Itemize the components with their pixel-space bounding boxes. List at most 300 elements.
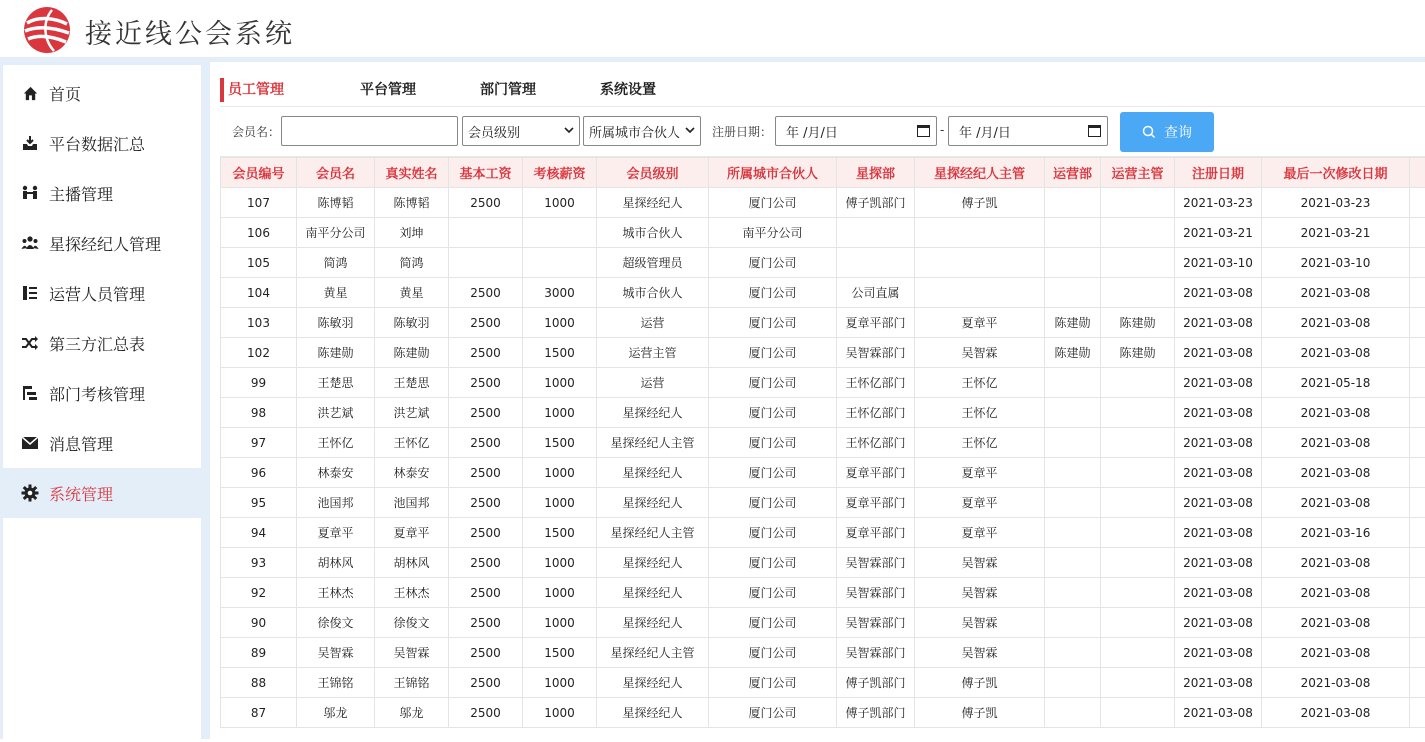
table-cell: 厦门公司 [709, 488, 837, 518]
table-cell: 104 [221, 278, 297, 308]
table-cell: 王怀亿部门 [837, 428, 915, 458]
table-cell: 2021-03-08 [1262, 578, 1410, 608]
table-cell: 池国邦 [297, 488, 375, 518]
reg-date-from-input[interactable] [775, 116, 937, 146]
table-cell: 吴智霖部门 [837, 608, 915, 638]
table-cell-spacer [1410, 188, 1425, 218]
table-cell: 2021-03-08 [1262, 308, 1410, 338]
table-cell: 2021-03-08 [1262, 278, 1410, 308]
table-cell: 王林杰 [297, 578, 375, 608]
table-cell: 2500 [449, 458, 523, 488]
table-cell: 2021-03-08 [1262, 548, 1410, 578]
hierarchy-icon [21, 384, 39, 402]
table-cell: 2500 [449, 338, 523, 368]
table-cell [1101, 428, 1175, 458]
table-cell: 107 [221, 188, 297, 218]
table-cell: 2021-03-21 [1175, 218, 1262, 248]
list-icon [21, 284, 39, 302]
table-cell: 87 [221, 698, 297, 728]
table-cell [1045, 428, 1101, 458]
table-cell: 陈建勋 [1045, 308, 1101, 338]
table-cell: 2021-03-08 [1175, 488, 1262, 518]
table-cell: 夏章平部门 [837, 488, 915, 518]
table-cell-spacer [1410, 458, 1425, 488]
table-cell: 王锦铭 [297, 668, 375, 698]
table-cell: 1500 [523, 638, 597, 668]
table-cell: 星探经纪人 [597, 398, 709, 428]
table-cell-spacer [1410, 698, 1425, 728]
shuffle-icon [21, 334, 39, 352]
table-cell: 王楚思 [375, 368, 449, 398]
table-cell: 厦门公司 [709, 338, 837, 368]
column-header[interactable]: 星探部 [837, 158, 915, 188]
table-cell: 99 [221, 368, 297, 398]
table-cell [1101, 368, 1175, 398]
table-cell: 2500 [449, 668, 523, 698]
table-cell: 1000 [523, 398, 597, 428]
table-cell-spacer [1410, 428, 1425, 458]
tab-bar [220, 78, 1425, 104]
table-cell: 陈建勋 [1045, 338, 1101, 368]
table-cell: 98 [221, 398, 297, 428]
table-cell: 运营 [597, 368, 709, 398]
table-cell: 超级管理员 [597, 248, 709, 278]
table-cell: 厦门公司 [709, 368, 837, 398]
table-cell: 2500 [449, 698, 523, 728]
table-cell: 厦门公司 [709, 308, 837, 338]
table-cell: 陈敏羽 [375, 308, 449, 338]
table-cell [915, 278, 1045, 308]
table-cell: 林泰安 [297, 458, 375, 488]
table-cell [1045, 398, 1101, 428]
table-cell: 陈建勋 [1101, 338, 1175, 368]
tab-0[interactable]: 员工管理 [220, 78, 284, 102]
filter-bar [220, 106, 1425, 156]
table-cell: 2021-03-08 [1175, 428, 1262, 458]
sidebar-item-2[interactable] [3, 168, 201, 218]
table-cell: 厦门公司 [709, 608, 837, 638]
table-cell-spacer [1410, 608, 1425, 638]
table-cell: 2500 [449, 578, 523, 608]
table-cell [1101, 548, 1175, 578]
table-cell-spacer [1410, 338, 1425, 368]
table-cell: 简鸿 [297, 248, 375, 278]
table-cell: 2021-03-10 [1262, 248, 1410, 278]
sidebar-item-label: 主播管理 [49, 182, 113, 205]
table-cell [1045, 248, 1101, 278]
table-cell [1101, 188, 1175, 218]
table-cell-spacer [1410, 248, 1425, 278]
table-cell: 106 [221, 218, 297, 248]
table-cell: 傅子凯 [915, 668, 1045, 698]
table-cell: 夏章平 [915, 488, 1045, 518]
table-cell: 吴智霖部门 [837, 638, 915, 668]
table-cell: 王怀亿 [915, 428, 1045, 458]
table-row[interactable] [221, 668, 1425, 698]
table-cell: 1000 [523, 308, 597, 338]
table-row[interactable] [221, 338, 1425, 368]
table-cell [1045, 548, 1101, 578]
table-cell [915, 218, 1045, 248]
table-cell: 2021-03-08 [1175, 308, 1262, 338]
column-header-spacer [1410, 158, 1425, 188]
table-cell [449, 248, 523, 278]
member-level-select[interactable] [462, 116, 580, 146]
table-cell: 1000 [523, 188, 597, 218]
table-cell: 吴智霖部门 [837, 578, 915, 608]
sidebar-item-0[interactable] [3, 68, 201, 118]
table-cell [1045, 278, 1101, 308]
table-cell: 2021-03-08 [1175, 398, 1262, 428]
table-cell: 夏章平 [915, 518, 1045, 548]
table-cell: 星探经纪人主管 [597, 518, 709, 548]
reg-date-label: 注册日期： [712, 123, 772, 140]
table-cell: 2021-03-08 [1262, 488, 1410, 518]
table-cell: 2021-03-10 [1175, 248, 1262, 278]
table-cell: 吴智霖 [915, 578, 1045, 608]
table-cell: 王怀亿 [915, 398, 1045, 428]
table-cell [1045, 368, 1101, 398]
table-cell [1101, 398, 1175, 428]
sidebar-item-7[interactable] [3, 418, 201, 468]
table-cell: 2500 [449, 638, 523, 668]
table-cell: 王怀亿 [915, 368, 1045, 398]
table-cell: 2021-03-08 [1175, 608, 1262, 638]
table-cell: 2021-03-16 [1262, 518, 1410, 548]
table-cell [1101, 218, 1175, 248]
table-row[interactable] [221, 428, 1425, 458]
tab-3[interactable]: 系统设置 [600, 78, 656, 102]
table-row[interactable] [221, 248, 1425, 278]
table-cell: 2021-03-08 [1262, 398, 1410, 428]
table-cell-spacer [1410, 308, 1425, 338]
chevron-down-icon [564, 125, 574, 135]
table-cell: 傅子凯部门 [837, 668, 915, 698]
column-header[interactable]: 会员名 [297, 158, 375, 188]
table-cell: 陈建勋 [1101, 308, 1175, 338]
table-cell: 2021-03-08 [1262, 668, 1410, 698]
table-cell: 夏章平 [297, 518, 375, 548]
gear-icon [21, 484, 39, 502]
member-name-input[interactable] [281, 116, 458, 146]
table-cell: 88 [221, 668, 297, 698]
table-cell: 2500 [449, 368, 523, 398]
table-cell: 王林杰 [375, 578, 449, 608]
table-cell [523, 218, 597, 248]
reg-date-to-value: 年 /月/日 [959, 122, 1011, 141]
table-row[interactable] [221, 368, 1425, 398]
table-cell-spacer [1410, 368, 1425, 398]
query-button[interactable] [1120, 112, 1214, 152]
table-cell-spacer [1410, 668, 1425, 698]
table-cell [1101, 278, 1175, 308]
table-cell: 夏章平 [915, 308, 1045, 338]
group-icon [21, 234, 39, 252]
sidebar-item-3[interactable] [3, 218, 201, 268]
table-cell: 1500 [523, 428, 597, 458]
table-cell: 王怀亿部门 [837, 398, 915, 428]
table-cell [1045, 188, 1101, 218]
table-cell [1101, 248, 1175, 278]
table-cell: 邬龙 [297, 698, 375, 728]
table-cell: 3000 [523, 278, 597, 308]
table-cell: 2021-03-08 [1262, 638, 1410, 668]
table-cell: 2021-03-08 [1175, 338, 1262, 368]
table-row[interactable] [221, 218, 1425, 248]
home-icon [21, 84, 39, 102]
table-cell-spacer [1410, 278, 1425, 308]
column-header[interactable]: 真实姓名 [375, 158, 449, 188]
table-cell: 南平分公司 [297, 218, 375, 248]
table-cell: 陈建勋 [297, 338, 375, 368]
table-cell: 厦门公司 [709, 458, 837, 488]
column-header[interactable]: 星探经纪人主管 [915, 158, 1045, 188]
column-header[interactable]: 考核薪资 [523, 158, 597, 188]
users-meeting-icon [21, 184, 39, 202]
table-cell: 夏章平 [375, 518, 449, 548]
table-cell: 徐俊文 [297, 608, 375, 638]
sidebar-item-5[interactable] [3, 318, 201, 368]
table-cell: 1000 [523, 548, 597, 578]
table-cell: 2021-05-18 [1262, 368, 1410, 398]
table-row[interactable] [221, 578, 1425, 608]
table-row[interactable] [221, 638, 1425, 668]
sidebar-item-8[interactable] [3, 468, 201, 518]
column-header[interactable]: 会员级别 [597, 158, 709, 188]
table-cell: 陈博韬 [297, 188, 375, 218]
table-row[interactable] [221, 548, 1425, 578]
table-cell: 2021-03-23 [1262, 188, 1410, 218]
table-cell: 池国邦 [375, 488, 449, 518]
sidebar-nav [3, 65, 201, 742]
table-cell: 简鸿 [375, 248, 449, 278]
table-cell: 刘坤 [375, 218, 449, 248]
table-cell-spacer [1410, 518, 1425, 548]
column-header[interactable]: 所属城市合伙人 [709, 158, 837, 188]
table-cell: 2021-03-08 [1262, 428, 1410, 458]
table-cell: 2021-03-23 [1175, 188, 1262, 218]
table-cell: 1000 [523, 608, 597, 638]
tab-2[interactable]: 部门管理 [480, 78, 536, 102]
column-header[interactable]: 会员编号 [221, 158, 297, 188]
column-header[interactable]: 运营主管 [1101, 158, 1175, 188]
table-cell: 93 [221, 548, 297, 578]
table-row[interactable] [221, 608, 1425, 638]
sidebar-item-4[interactable] [3, 268, 201, 318]
table-cell-spacer [1410, 398, 1425, 428]
table-cell [1045, 668, 1101, 698]
table-row[interactable] [221, 188, 1425, 218]
sidebar-item-label: 系统管理 [49, 482, 113, 505]
table-cell [1101, 698, 1175, 728]
table-cell: 2021-03-08 [1262, 698, 1410, 728]
sidebar-item-label: 消息管理 [49, 432, 113, 455]
table-cell: 2021-03-08 [1175, 518, 1262, 548]
sidebar [0, 62, 210, 739]
table-cell: 95 [221, 488, 297, 518]
app-title: 接近线公会系统 [85, 12, 295, 51]
table-cell: 厦门公司 [709, 518, 837, 548]
main-content [210, 62, 1425, 739]
table-cell: 厦门公司 [709, 428, 837, 458]
table-cell: 吴智霖部门 [837, 338, 915, 368]
table-cell: 厦门公司 [709, 668, 837, 698]
table-cell: 2500 [449, 518, 523, 548]
table-cell [1045, 518, 1101, 548]
table-cell: 2021-03-08 [1262, 338, 1410, 368]
table-cell: 2021-03-21 [1262, 218, 1410, 248]
table-cell: 傅子凯 [915, 698, 1045, 728]
table-cell: 王楚思 [297, 368, 375, 398]
table-cell [1045, 698, 1101, 728]
envelope-icon [21, 434, 39, 452]
table-cell: 星探经纪人主管 [597, 428, 709, 458]
table-cell: 星探经纪人 [597, 548, 709, 578]
table-cell: 2021-03-08 [1175, 548, 1262, 578]
table-cell: 胡林风 [375, 548, 449, 578]
table-cell: 吴智霖 [915, 638, 1045, 668]
table-cell: 黄星 [375, 278, 449, 308]
table-row[interactable] [221, 518, 1425, 548]
table-cell: 城市合伙人 [597, 218, 709, 248]
table-cell: 陈敏羽 [297, 308, 375, 338]
table-cell [1101, 578, 1175, 608]
sidebar-item-label: 运营人员管理 [49, 282, 145, 305]
table-cell: 星探经纪人 [597, 668, 709, 698]
sidebar-item-label: 部门考核管理 [49, 382, 145, 405]
column-header[interactable]: 最后一次修改日期 [1262, 158, 1410, 188]
table-cell: 105 [221, 248, 297, 278]
table-cell [1101, 458, 1175, 488]
table-row[interactable] [221, 488, 1425, 518]
table-cell: 厦门公司 [709, 548, 837, 578]
guild-logo-icon [22, 6, 72, 54]
table-cell: 邬龙 [375, 698, 449, 728]
table-cell [837, 218, 915, 248]
member-name-label: 会员名： [232, 123, 280, 140]
table-cell: 2021-03-08 [1175, 368, 1262, 398]
table-cell: 星探经纪人 [597, 488, 709, 518]
table-cell: 2021-03-08 [1262, 608, 1410, 638]
table-row[interactable] [221, 458, 1425, 488]
table-cell [1045, 578, 1101, 608]
table-cell: 吴智霖 [375, 638, 449, 668]
table-cell: 厦门公司 [709, 188, 837, 218]
table-cell: 1500 [523, 338, 597, 368]
chevron-down-icon [685, 125, 695, 135]
table-cell: 傅子凯部门 [837, 698, 915, 728]
table-cell: 陈建勋 [375, 338, 449, 368]
table-cell: 2500 [449, 188, 523, 218]
table-cell: 2021-03-08 [1175, 668, 1262, 698]
table-cell [523, 248, 597, 278]
table-cell: 1000 [523, 578, 597, 608]
inbox-download-icon [21, 134, 39, 152]
table-cell: 厦门公司 [709, 638, 837, 668]
table-cell [449, 218, 523, 248]
table-cell: 94 [221, 518, 297, 548]
calendar-icon [1088, 125, 1101, 137]
date-separator: - [940, 123, 944, 137]
sidebar-item-label: 平台数据汇总 [49, 132, 145, 155]
table-cell [1045, 608, 1101, 638]
table-cell: 夏章平部门 [837, 518, 915, 548]
table-cell: 王锦铭 [375, 668, 449, 698]
table-row[interactable] [221, 398, 1425, 428]
table-row[interactable] [221, 278, 1425, 308]
table-cell: 2500 [449, 428, 523, 458]
table-cell: 96 [221, 458, 297, 488]
search-icon [1142, 125, 1156, 139]
table-cell: 102 [221, 338, 297, 368]
table-cell: 星探经纪人主管 [597, 638, 709, 668]
table-cell [837, 248, 915, 278]
table-cell: 2500 [449, 398, 523, 428]
table-cell: 运营主管 [597, 338, 709, 368]
table-cell: 2021-03-08 [1175, 578, 1262, 608]
table-cell: 2500 [449, 608, 523, 638]
table-cell [1045, 458, 1101, 488]
column-header[interactable]: 注册日期 [1175, 158, 1262, 188]
reg-date-to-input[interactable] [948, 116, 1108, 146]
table-cell-spacer [1410, 638, 1425, 668]
table-cell [1045, 218, 1101, 248]
sidebar-item-label: 首页 [49, 82, 81, 105]
table-cell: 洪艺斌 [297, 398, 375, 428]
sidebar-item-6[interactable] [3, 368, 201, 418]
table-cell: 厦门公司 [709, 398, 837, 428]
table-cell: 103 [221, 308, 297, 338]
table-cell: 吴智霖 [915, 338, 1045, 368]
table-cell: 胡林风 [297, 548, 375, 578]
table-cell: 92 [221, 578, 297, 608]
table-cell: 黄星 [297, 278, 375, 308]
table-cell: 89 [221, 638, 297, 668]
column-header[interactable]: 运营部 [1045, 158, 1101, 188]
tab-1[interactable]: 平台管理 [360, 78, 416, 102]
sidebar-item-1[interactable] [3, 118, 201, 168]
table-row[interactable] [221, 698, 1425, 728]
table-cell: 徐俊文 [375, 608, 449, 638]
table-cell: 1000 [523, 458, 597, 488]
table-cell: 夏章平部门 [837, 308, 915, 338]
table-cell: 2021-03-08 [1175, 638, 1262, 668]
table-cell: 公司直属 [837, 278, 915, 308]
sidebar-item-label: 第三方汇总表 [49, 332, 145, 355]
table-cell: 南平分公司 [709, 218, 837, 248]
table-cell [1101, 488, 1175, 518]
table-cell: 2021-03-08 [1175, 458, 1262, 488]
table-cell: 吴智霖部门 [837, 548, 915, 578]
table-cell: 厦门公司 [709, 578, 837, 608]
table-cell: 2500 [449, 548, 523, 578]
table-cell: 洪艺斌 [375, 398, 449, 428]
table-cell: 王怀亿部门 [837, 368, 915, 398]
table-cell: 1000 [523, 698, 597, 728]
app-header [0, 0, 1425, 62]
city-partner-select[interactable] [583, 116, 701, 146]
table-cell [1101, 638, 1175, 668]
table-row[interactable] [221, 308, 1425, 338]
table-cell: 2021-03-08 [1262, 458, 1410, 488]
table-cell: 吴智霖 [915, 608, 1045, 638]
column-header[interactable]: 基本工资 [449, 158, 523, 188]
table-cell-spacer [1410, 578, 1425, 608]
member-level-select-value: 会员级别 [468, 122, 520, 141]
table-cell: 2500 [449, 278, 523, 308]
table-cell: 星探经纪人 [597, 458, 709, 488]
table-cell: 傅子凯 [915, 188, 1045, 218]
